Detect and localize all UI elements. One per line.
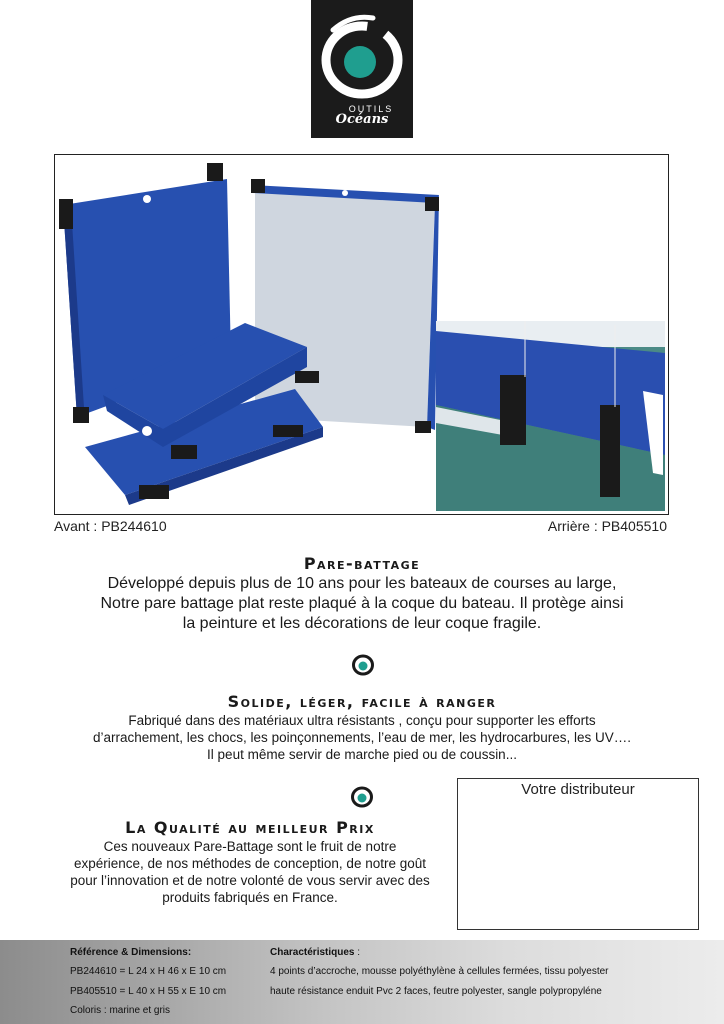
char-line-2: haute résistance enduit Pvc 2 faces, feutre polyester, sangle polypropyléne [270,986,602,997]
solid-section [30,692,694,763]
boat-hull-photo [436,321,665,511]
quality-title: La Qualité au meilleur Prix [125,818,375,837]
logo-mark-icon-2 [350,786,374,808]
quality-line-3: pour l’innovation et de notre volonté de vous servir avec des [70,873,430,888]
caption-back: Arrière : PB405510 [547,518,667,534]
intro-title: Pare-battage [303,554,421,573]
quality-section [40,818,460,906]
ref-line-1: PB244610 = L 24 x H 46 x E 10 cm [70,966,227,977]
quality-line-2: expérience, de nos méthodes de conception, de notre goût [74,856,426,871]
distributor-box [457,778,699,930]
char-title-suffix: : [354,947,361,958]
caption-front: Avant : PB244610 [54,518,167,534]
fenders-illustration [55,155,668,514]
solid-line-1: Fabriqué dans des matériaux ultra résistants , conçu pour supporter les efforts [128,713,596,728]
intro-line-1: Développé depuis plus de 10 ans pour les bateaux de courses au large, [107,575,617,592]
solid-line-2: d’arrachement, les chocs, les poinçonnements, l’eau de mer, les hydrocarbures, les UV…. [92,730,631,745]
intro-line-3: la peinture et les décorations de leur coque fragile. [182,615,542,632]
brand-name-bottom: Océans [335,112,389,127]
char-title: Charactéristiques [270,947,355,958]
brand-name [311,104,413,127]
brand-name-top: OUTILS [348,104,394,114]
solid-title: Solide, léger, facile à ranger [227,692,497,711]
outils-oceans-logo-icon [311,0,413,104]
char-line-1: 4 points d’accroche, mousse polyéthylène à cellules fermées, tissu polyester [270,966,609,977]
product-photo [54,154,669,515]
solid-line-3: Il peut même servir de marche pied ou de coussin... [207,747,517,762]
brand-logo [311,0,413,138]
quality-line-1: Ces nouveaux Pare-Battage sont le fruit de notre [103,839,397,854]
quality-line-4: produits fabriqués en France. [162,890,338,905]
distributor-label: Votre distributeur [521,781,635,798]
intro-line-2: Notre pare battage plat reste plaqué à la coque du bateau. Il protège ainsi [100,595,624,612]
logo-mark-icon [351,654,375,676]
footer-specs [0,940,724,1024]
ref-line-2: PB405510 = L 40 x H 55 x E 10 cm [70,986,227,997]
intro-section [40,554,684,634]
ref-line-3: Coloris : marine et gris [70,1005,171,1016]
ref-title: Référence & Dimensions: [70,947,192,958]
